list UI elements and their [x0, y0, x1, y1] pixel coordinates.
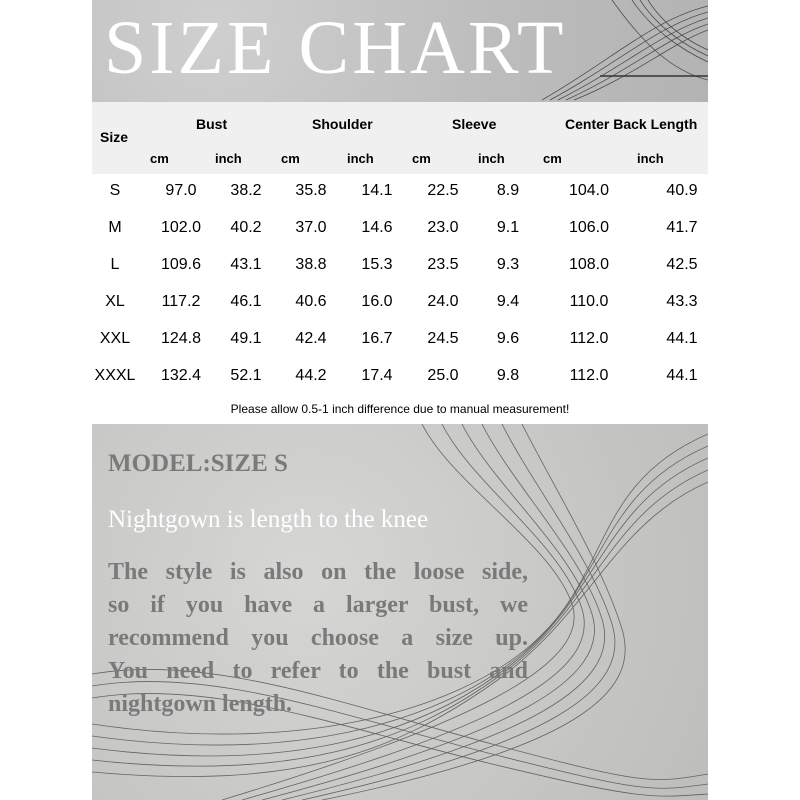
unit-header: inch: [215, 151, 242, 166]
table-cell: 43.1: [230, 256, 262, 273]
table-cell: 22.5: [427, 182, 459, 199]
table-header: [92, 102, 708, 174]
table-cell: 40.6: [295, 293, 327, 310]
table-cell: 104.0: [568, 182, 610, 199]
table-cell: 16.0: [361, 293, 393, 310]
table-cell: 112.0: [569, 330, 609, 347]
fit-description: [108, 556, 528, 721]
table-cell: 9.3: [496, 256, 520, 273]
size-label-cell: XXXL: [94, 367, 136, 384]
table-cell: 9.1: [496, 219, 520, 236]
model-info-panel: [92, 424, 708, 800]
table-cell: 44.2: [295, 367, 327, 384]
table-cell: 42.4: [295, 330, 327, 347]
table-cell: 9.4: [496, 293, 520, 310]
size-label-cell: M: [108, 219, 122, 236]
table-cell: 15.3: [361, 256, 393, 273]
size-label-cell: S: [109, 182, 121, 199]
center-back-length-header: Center Back Length: [565, 116, 698, 132]
unit-header: cm: [412, 151, 431, 166]
bust-header: Bust: [196, 116, 228, 132]
table-cell: 8.9: [496, 182, 520, 199]
unit-header: inch: [637, 151, 664, 166]
table-cell: 38.8: [295, 256, 327, 273]
unit-header: inch: [478, 151, 505, 166]
size-table: [92, 102, 708, 424]
table-cell: 9.8: [496, 367, 520, 384]
shoulder-header: Shoulder: [312, 116, 373, 132]
table-cell: 110.0: [569, 293, 609, 310]
model-size-text: MODEL:SIZE S: [108, 450, 288, 477]
unit-header: cm: [543, 151, 562, 166]
table-cell: 25.0: [427, 367, 459, 384]
table-cell: 40.2: [230, 219, 262, 236]
measurement-note: Please allow 0.5-1 inch difference due to manual measurement!: [230, 402, 570, 416]
table-cell: 23.5: [427, 256, 459, 273]
size-label-cell: L: [110, 256, 120, 273]
table-cell: 97.0: [165, 182, 197, 199]
table-cell: 16.7: [361, 330, 393, 347]
fit-description-line: nightgown length.: [108, 691, 293, 717]
table-cell: 14.1: [361, 182, 393, 199]
unit-header: cm: [281, 151, 300, 166]
table-cell: 112.0: [569, 367, 609, 384]
table-cell: 40.9: [666, 182, 698, 199]
table-cell: 17.4: [361, 367, 393, 384]
table-cell: 43.3: [666, 293, 698, 310]
table-cell: 132.4: [160, 367, 202, 384]
table-cell: 9.6: [496, 330, 520, 347]
table-cell: 49.1: [230, 330, 262, 347]
nightgown-length-text: Nightgown is length to the knee: [108, 506, 429, 533]
page-title: SIZE CHART: [104, 6, 567, 90]
fit-description-line: The style is also on the loose side,: [108, 559, 528, 585]
unit-header: inch: [347, 151, 374, 166]
table-cell: 102.0: [160, 219, 202, 236]
table-cell: 23.0: [427, 219, 459, 236]
table-cell: 44.1: [666, 330, 698, 347]
table-cell: 108.0: [568, 256, 610, 273]
sleeve-header: Sleeve: [452, 116, 497, 132]
table-cell: 37.0: [295, 219, 327, 236]
table-cell: 46.1: [230, 293, 262, 310]
table-cell: 117.2: [161, 293, 201, 310]
size-label-cell: XL: [105, 293, 125, 310]
table-cell: 24.5: [427, 330, 459, 347]
table-cell: 14.6: [361, 219, 393, 236]
table-cell: 24.0: [427, 293, 459, 310]
table-cell: 41.7: [666, 219, 698, 236]
table-cell: 42.5: [666, 256, 698, 273]
table-cell: 106.0: [568, 219, 610, 236]
unit-header: cm: [150, 151, 169, 166]
table-cell: 38.2: [230, 182, 262, 199]
table-cell: 124.8: [160, 330, 202, 347]
size-label-cell: XXL: [99, 330, 131, 347]
fit-description-line: You need to refer to the bust and: [108, 658, 528, 684]
table-cell: 52.1: [230, 367, 262, 384]
size-chart-header: [92, 0, 708, 102]
table-cell: 109.6: [160, 256, 202, 273]
fit-description-line: recommend you choose a size up.: [108, 625, 528, 651]
size-column-header: Size: [100, 129, 129, 145]
fit-description-line: so if you have a larger bust, we: [108, 592, 528, 618]
table-cell: 35.8: [295, 182, 327, 199]
table-cell: 44.1: [666, 367, 698, 384]
